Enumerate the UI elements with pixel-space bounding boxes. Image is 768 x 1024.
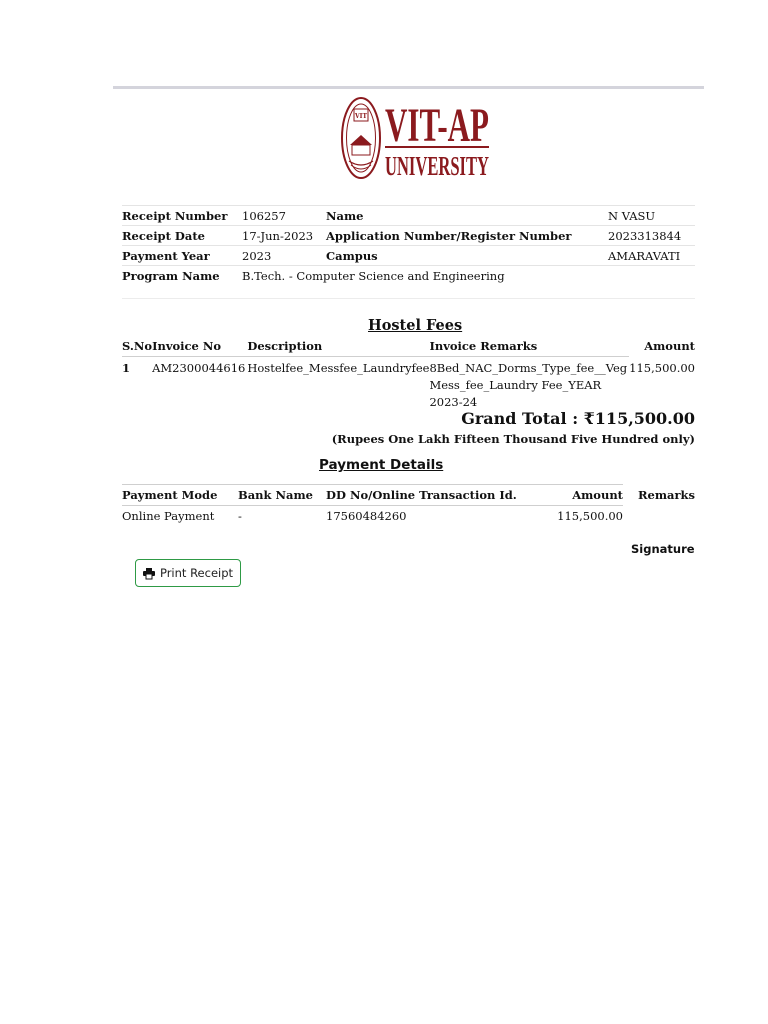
hostel-fees-title: Hostel Fees [368, 317, 463, 334]
col-transaction-id: DD No/Online Transaction Id. [326, 485, 526, 506]
program-name-value: B.Tech. - Computer Science and Engineering [242, 266, 695, 286]
row-description: Hostelfee_Messfee_Laundryfee [247, 361, 430, 375]
receipt-date-label: Receipt Date [122, 226, 242, 246]
payment-details-table [122, 484, 695, 525]
university-logo [341, 95, 493, 181]
col-invoice-remarks: Invoice Remarks [429, 336, 629, 357]
hostel-fees-table [122, 336, 695, 411]
table-header-row [122, 485, 695, 506]
row-invoice-no: AM2300044616 [152, 361, 246, 375]
application-number-value: 2023313844 [608, 226, 695, 246]
receipt-number-label: Receipt Number [122, 206, 242, 226]
row-transaction-id: 17560484260 [326, 508, 407, 523]
info-row [122, 226, 695, 246]
col-amount: Amount [644, 339, 695, 354]
table-row [122, 506, 695, 526]
receipt-info-table [122, 205, 695, 285]
remarks-line: Mess_fee_Laundry Fee_YEAR 2023-24 [429, 378, 602, 409]
table-header-row [122, 336, 695, 357]
col-amount: Amount [526, 485, 623, 506]
top-divider [113, 86, 704, 89]
col-description: Description [247, 336, 429, 357]
svg-text:VIT: VIT [355, 113, 367, 120]
section-divider [122, 298, 695, 299]
amount-in-words: (Rupees One Lakh Fifteen Thousand Five Hundred only) [331, 432, 695, 446]
receipt-number-value: 106257 [242, 206, 326, 226]
row-bank-name: - [238, 508, 242, 523]
row-amount: 115,500.00 [557, 508, 623, 523]
campus-label: Campus [326, 246, 608, 266]
row-invoice-remarks [429, 357, 629, 412]
name-label: Name [326, 206, 608, 226]
col-payment-mode: Payment Mode [122, 485, 238, 506]
col-invoice-no: Invoice No [152, 336, 247, 357]
payment-year-value: 2023 [242, 246, 326, 266]
svg-text:VIT-AP: VIT-AP [385, 99, 489, 152]
row-amount: 115,500.00 [629, 360, 695, 375]
svg-text:UNIVERSITY: UNIVERSITY [385, 151, 489, 181]
grand-total: Grand Total : ₹115,500.00 [461, 409, 695, 428]
receipt-date-value: 17-Jun-2023 [242, 226, 326, 246]
info-row [122, 246, 695, 266]
row-payment-mode: Online Payment [122, 508, 215, 523]
row-sno: 1 [122, 361, 131, 375]
info-row [122, 266, 695, 286]
signature-label: Signature [631, 542, 695, 556]
payment-year-label: Payment Year [122, 246, 242, 266]
print-receipt-button[interactable] [135, 559, 241, 587]
campus-value: AMARAVATI [608, 246, 695, 266]
col-sno: S.No [122, 336, 152, 357]
vit-ap-logo-icon [341, 95, 493, 181]
table-row [122, 357, 695, 412]
remarks-line: 8Bed_NAC_Dorms_Type_fee__Veg [429, 361, 628, 375]
row-remarks [623, 506, 695, 526]
col-remarks: Remarks [638, 488, 695, 502]
print-receipt-label: Print Receipt [159, 566, 234, 580]
program-name-label: Program Name [122, 266, 242, 286]
application-number-label: Application Number/Register Number [326, 226, 608, 246]
info-row [122, 206, 695, 226]
payment-details-title: Payment Details [319, 457, 444, 473]
name-value: N VASU [608, 206, 695, 226]
col-bank-name: Bank Name [238, 485, 326, 506]
printer-icon [143, 568, 155, 579]
